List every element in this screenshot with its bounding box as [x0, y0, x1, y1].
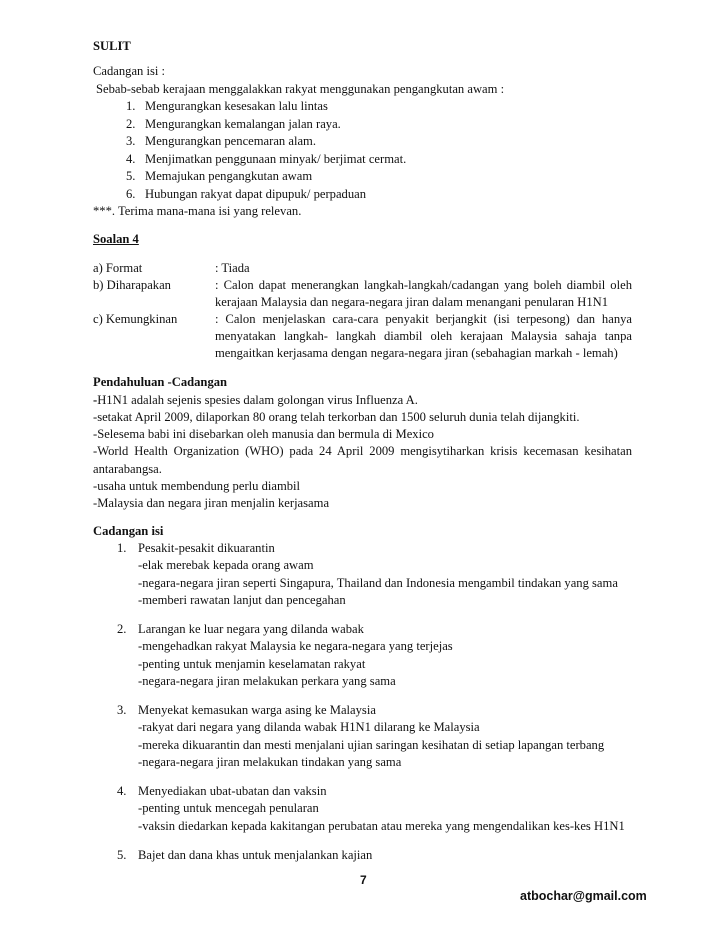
cadangan-point: -penting untuk menjamin keselamatan rakyat [138, 657, 366, 671]
cadangan-item-heading: Menyekat kemasukan warga asing ke Malaysia [138, 703, 376, 717]
diharapakan-line: : Calon dapat menerangkan langkah-langkah/cadangan yang boleh diambil oleh [215, 278, 632, 292]
kemungkinan-label: c) Kemungkinan [93, 312, 178, 326]
cadangan-point: -mereka dikuarantin dan mesti menjalani ujian saringan kesihatan di setiap lapangan terbang [138, 738, 605, 752]
pendahuluan-line: -setakat April 2009, dilaporkan 80 orang telah terkorban dan 1500 seluruh dunia telah dijangkiti. [93, 410, 580, 424]
page-number: 7 [360, 873, 367, 887]
list-item-number: 6. [126, 187, 136, 201]
cadangan-item-number: 1. [117, 541, 127, 555]
cadangan-item-number: 3. [117, 703, 127, 717]
diharapakan-label: b) Diharapakan [93, 278, 171, 292]
cadangan-item-heading: Menyediakan ubat-ubatan dan vaksin [138, 784, 327, 798]
cadangan-point: -negara-negara jiran seperti Singapura, Thailand dan Indonesia mengambil tindakan yang sama [138, 576, 618, 590]
list-item-number: 1. [126, 99, 136, 113]
list-item-number: 5. [126, 169, 136, 183]
cadangan-point: -negara-negara jiran melakukan perkara yang sama [138, 674, 396, 688]
pendahuluan-line [93, 392, 418, 408]
format-value: : Tiada [215, 261, 250, 275]
section1-note: ***. Terima mana-mana isi yang relevan. [93, 204, 302, 218]
list-item: Mengurangkan kemalangan jalan raya. [145, 117, 341, 131]
section1-intro: Sebab-sebab kerajaan menggalakkan rakyat menggunakan pengangkutan awam : [96, 82, 505, 96]
cadangan-item-heading: Bajet dan dana khas untuk menjalankan kajian [138, 848, 373, 862]
cadangan-item-heading: Larangan ke luar negara yang dilanda wabak [138, 622, 364, 636]
diharapakan-line: kerajaan Malaysia dan negara-negara jiran dalam menangani penularan H1N1 [215, 295, 609, 309]
list-item: Menjimatkan penggunaan minyak/ berjimat cermat. [145, 152, 407, 166]
cadangan-point: -elak merebak kepada orang awam [138, 558, 314, 572]
cadangan-point: -penting untuk mencegah penularan [138, 801, 319, 815]
list-item: Mengurangkan pencemaran alam. [145, 134, 316, 148]
cadangan-item-heading: Pesakit-pesakit dikuarantin [138, 541, 275, 555]
list-item: Mengurangkan kesesakan lalu lintas [145, 99, 328, 113]
pendahuluan-line: antarabangsa. [93, 462, 162, 476]
cadangan-item-number: 4. [117, 784, 127, 798]
list-item-number: 2. [126, 117, 136, 131]
pendahuluan-line: -usaha untuk membendung perlu diambil [93, 479, 301, 493]
list-item-number: 4. [126, 152, 136, 166]
format-label: a) Format [93, 261, 143, 275]
footer-email: atbochar@gmail.com [520, 889, 647, 903]
cadangan-point: -mengehadkan rakyat Malaysia ke negara-negara yang terjejas [138, 639, 453, 653]
cadangan-item-number: 5. [117, 848, 127, 862]
cadangan-point: -memberi rawatan lanjut dan pencegahan [138, 593, 346, 607]
pendahuluan-dash: - [93, 393, 98, 407]
header-sulit: SULIT [93, 39, 131, 53]
pendahuluan-title: Pendahuluan -Cadangan [93, 375, 228, 389]
cadangan-item-number: 2. [117, 622, 127, 636]
cadangan-point: -negara-negara jiran melakukan tindakan yang sama [138, 755, 402, 769]
soalan-title: Soalan 4 [93, 232, 139, 246]
list-item-number: 3. [126, 134, 136, 148]
pendahuluan-line-text: H1N1 adalah sejenis spesies dalam golongan virus Influenza A. [97, 393, 418, 407]
list-item: Memajukan pengangkutan awam [145, 169, 313, 183]
cadangan-point: -rakyat dari negara yang dilanda wabak H1N1 dilarang ke Malaysia [138, 720, 480, 734]
pendahuluan-line: -Malaysia dan negara jiran menjalin kerjasama [93, 496, 330, 510]
pendahuluan-line: -Selesema babi ini disebarkan oleh manusia dan bermula di Mexico [93, 427, 434, 441]
section1-title: Cadangan isi : [93, 64, 166, 78]
cadangan-point: -vaksin diedarkan kepada kakitangan perubatan atau mereka yang mengendalikan kes-kes H1N1 [138, 819, 625, 833]
kemungkinan-line: : Calon menjelaskan cara-cara penyakit berjangkit (isi terpesong) dan hanya [215, 312, 632, 326]
pendahuluan-line: -World Health Organization (WHO) pada 24 April 2009 mengisytiharkan krisis kecemasan kesihatan [93, 444, 632, 458]
kemungkinan-line: menyatakan langkah- langkah diambil oleh kerajaan Malaysia sahaja tanpa [215, 329, 632, 343]
list-item: Hubungan rakyat dapat dipupuk/ perpaduan [145, 187, 367, 201]
kemungkinan-line: mengaitkan kerjasama dengan negara-negara jiran (sebahagian markah - lemah) [215, 346, 618, 360]
cadangan-title: Cadangan isi [93, 524, 164, 538]
